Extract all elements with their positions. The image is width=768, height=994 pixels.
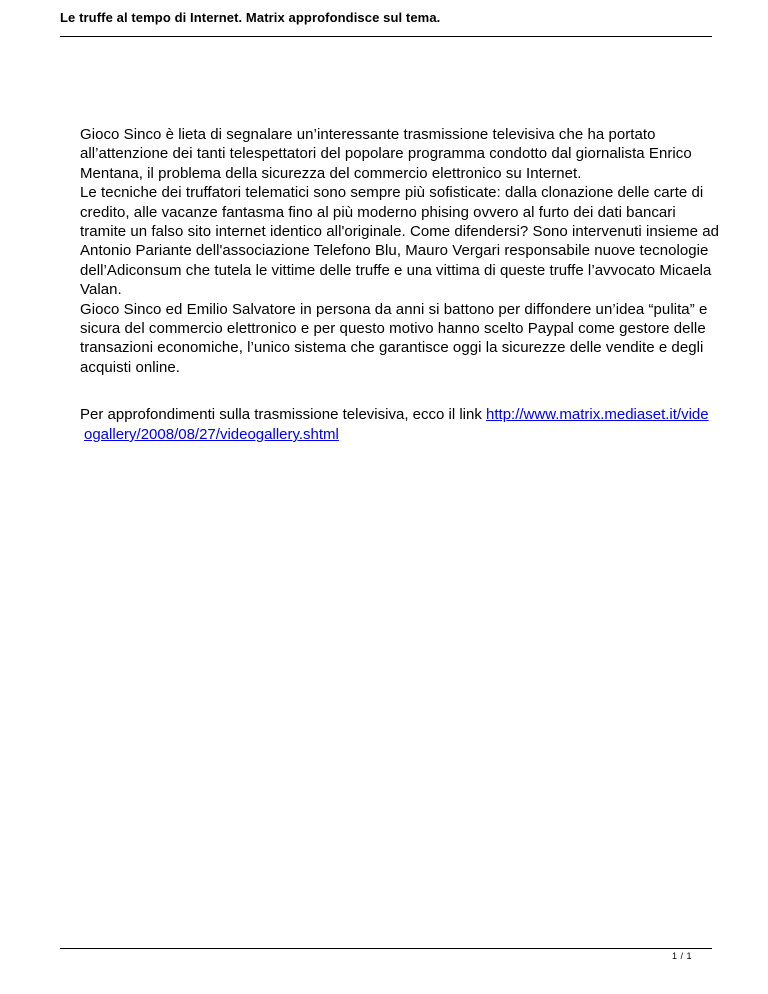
paragraph-techniques: Le tecniche dei truffatori telematici sono sempre più sofisticate: dalla clonazione delle carte di credito, alle vacanze fantasma fino al più moderno phising ovvero al furto dei dati bancari tramite un falso sito internet identico all'originale. Come difendersi? Sono intervenuti insieme ad Antonio Pariante dell'associazione Telefono Blu, Mauro Vergari responsabile nuove tecnologie dell’Adiconsum che tutela le vittime delle truffe e una vittima di queste truffe l’avvocato Micaela Valan. [80, 184, 719, 299]
page-header [60, 8, 712, 37]
paragraph-paypal: Gioco Sinco ed Emilio Salvatore in persona da anni si battono per diffondere un’idea “pulita” e sicura del commercio elettronico e per questo motivo hanno scelto Paypal come gestore delle transazioni economiche, l’unico sistema che garantisce oggi la sicurezze delle vendite e degli acquisti online. [80, 300, 708, 376]
link-section [80, 405, 720, 445]
page-footer [60, 948, 712, 961]
matrix-video-link-continued[interactable]: ogallery/2008/08/27/videogallery.shtml [84, 426, 339, 443]
link-intro-text: Per approfondimenti sulla trasmissione televisiva, ecco il link [80, 406, 487, 423]
link-line [80, 405, 720, 425]
matrix-video-link[interactable]: http://www.matrix.mediaset.it/vide [486, 406, 709, 423]
page-number: 1 / 1 [671, 951, 692, 961]
article-body [80, 125, 720, 377]
page-title: Le truffe al tempo di Internet. Matrix approfondisce sul tema. [60, 10, 441, 25]
paragraph-intro: Gioco Sinco è lieta di segnalare un’interessante trasmissione televisiva che ha portato all’attenzione dei tanti telespettatori del popolare programma condotto dal giornalista Enrico Mentana, il problema della sicurezza del commercio elettronico su Internet. [80, 126, 692, 182]
